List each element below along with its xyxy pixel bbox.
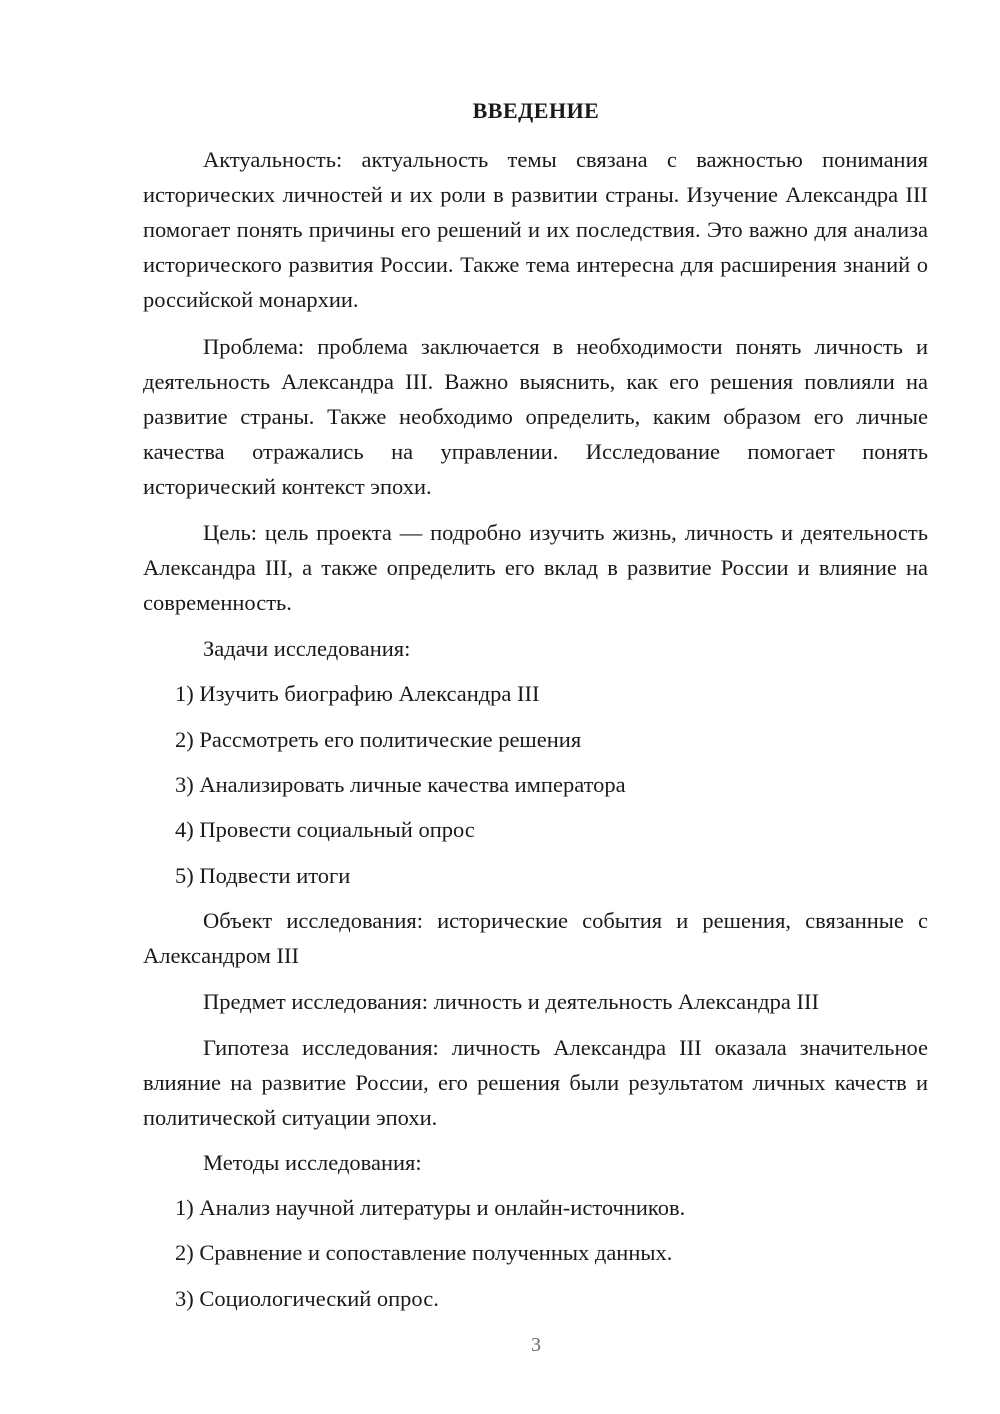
subject-paragraph: Предмет исследования: личность и деятельность Александра III [203,989,819,1014]
page-title: ВВЕДЕНИЕ [472,98,600,123]
task-item: 5) Подвести итоги [175,863,351,888]
method-item: 2) Сравнение и сопоставление полученных данных. [175,1240,673,1265]
method-item: 1) Анализ научной литературы и онлайн-источников. [175,1195,686,1220]
problem-paragraph: Проблема: проблема заключается в необходимости понять личность и деятельность Александра III. Важно выяснить, как его решения повлияли на развитие страны. Также необходимо определить, каким образом его личные качества отражались на управлении. Исследование помогает понять исторический контекст эпохи. [143,334,928,499]
goal-paragraph: Цель: цель проекта — подробно изучить жизнь, личность и деятельность Александра III, а также определить его вклад в развитие России и влияние на современность. [143,520,928,615]
page-number: 3 [531,1334,541,1356]
task-item: 2) Рассмотреть его политические решения [175,727,582,752]
relevance-paragraph: Актуальность: актуальность темы связана с важностью понимания исторических личностей и их роли в развитии страны. Изучение Александра III помогает понять причины его решений и их последствия. Это важно для анализа исторического развития России. Также тема интересна для расширения знаний о российской монархии. [143,147,928,312]
task-item: 4) Провести социальный опрос [175,817,475,842]
object-paragraph: Объект исследования: исторические события и решения, связанные с Александром III [143,908,928,968]
task-item: 1) Изучить биографию Александра III [175,681,540,706]
method-item: 3) Социологический опрос. [175,1286,439,1311]
task-item: 3) Анализировать личные качества императора [175,772,626,797]
methods-heading: Методы исследования: [203,1150,422,1175]
hypothesis-paragraph: Гипотеза исследования: личность Александра III оказала значительное влияние на развитие России, его решения были результатом личных качеств и политической ситуации эпохи. [143,1035,928,1130]
tasks-heading: Задачи исследования: [203,636,411,661]
